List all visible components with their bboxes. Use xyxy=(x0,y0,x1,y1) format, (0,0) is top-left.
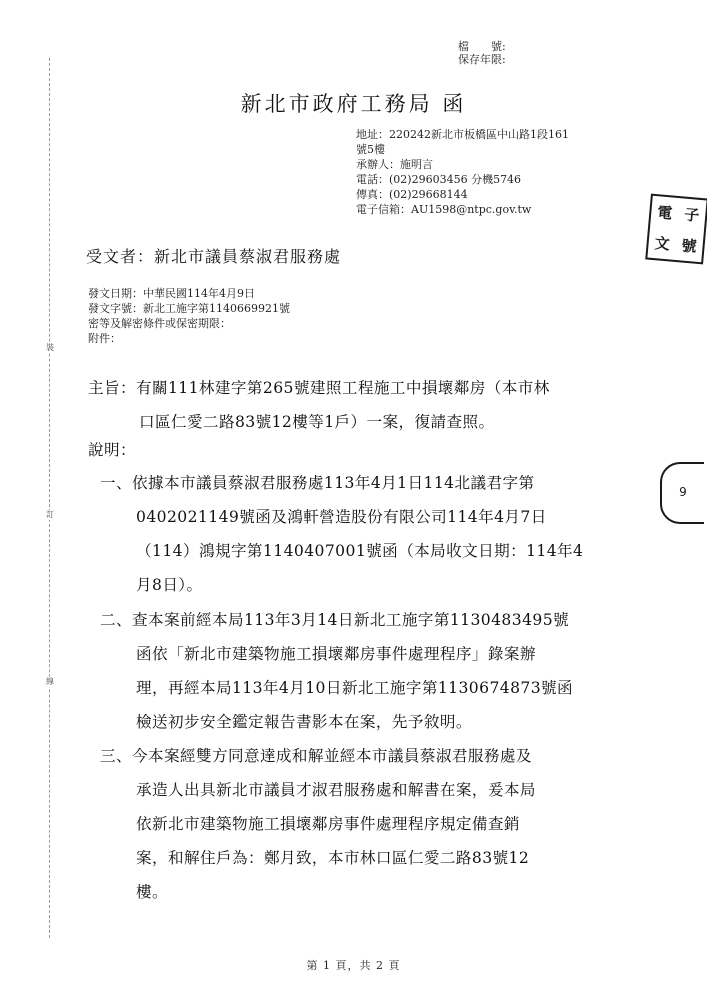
item-line: 依新北市建築物施工損壞鄰房事件處理程序規定備查銷 xyxy=(136,815,520,833)
contact-block xyxy=(356,127,626,217)
binding-mark-bottom: 線 xyxy=(46,677,54,686)
explanation-label: 說明： xyxy=(88,441,136,459)
item-line: 二、查本案前經本局113年3月14日新北工施字第1130483495號 xyxy=(100,611,570,629)
archive-info xyxy=(458,40,506,66)
subject-line: 主旨：有關111林建字第265號建照工程施工中損壞鄰房（本市林 xyxy=(88,379,550,397)
stamp-char: 子 xyxy=(683,205,701,225)
dispatch-meta xyxy=(88,286,290,346)
confidentiality: 密等及解密條件或保密期限： xyxy=(88,317,231,330)
email-line: 電子信箱：AU1598@ntpc.gov.tw xyxy=(356,203,532,216)
item-line: 檢送初步安全鑑定報告書影本在案，先予敘明。 xyxy=(136,713,472,731)
item-line: 樓。 xyxy=(136,883,168,901)
handler-line: 承辦人：施明言 xyxy=(356,158,433,171)
stamp-char: 電 xyxy=(656,203,674,223)
dispatch-number: 發文字號：新北工施字第1140669921號 xyxy=(88,302,290,315)
explanation-item-1 xyxy=(100,466,660,602)
subject xyxy=(88,371,648,439)
binding-mark-top: 裝 xyxy=(46,343,54,352)
document-title: 新北市政府工務局 函 xyxy=(240,92,467,116)
binding-line xyxy=(49,58,50,938)
phone-line: 電話：(02)29603456 分機5746 xyxy=(356,173,522,186)
item-line: 一、依據本市議員蔡淑君服務處113年4月1日114北議君字第 xyxy=(100,474,535,492)
dispatch-date: 發文日期：中華民國114年4月9日 xyxy=(88,287,255,300)
explanation-item-3 xyxy=(100,739,660,909)
item-line: 案，和解住戶為：鄭月致，本市林口區仁愛二路83號12 xyxy=(136,849,530,867)
retention-label: 保存年限: xyxy=(458,53,506,66)
electronic-exchange-stamp xyxy=(645,194,707,265)
file-number-label: 檔 號: xyxy=(458,40,506,53)
item-line: 理，再經本局113年4月10日新北工施字第1130674873號函 xyxy=(136,679,574,697)
stamp-char: 文 xyxy=(653,234,671,254)
seal-stamp: 9 xyxy=(660,462,704,524)
item-line: 三、今本案經雙方同意達成和解並經本市議員蔡淑君服務處及 xyxy=(100,747,532,765)
explanation-item-2 xyxy=(100,603,660,739)
item-line: 月8日）。 xyxy=(136,576,203,594)
item-line: 承造人出具新北市議員才淑君服務處和解書在案，爰本局 xyxy=(136,781,536,799)
attachments: 附件： xyxy=(88,332,121,345)
page-footer: 第 1 頁，共 2 頁 xyxy=(306,959,401,972)
subject-line: 口區仁愛二路83號12樓等1戶）一案，復請查照。 xyxy=(139,413,495,431)
stamp-char: 號 xyxy=(680,236,698,256)
address-line-cont: 號5樓 xyxy=(356,143,385,156)
item-line: 0402021149號函及鴻軒營造股份有限公司114年4月7日 xyxy=(136,508,547,526)
item-line: （114）鴻規字第1140407001號函（本局收文日期：114年4 xyxy=(136,542,584,560)
recipient: 受文者：新北市議員蔡淑君服務處 xyxy=(86,247,342,266)
binding-mark-middle: 訂 xyxy=(46,510,54,519)
fax-line: 傳真：(02)29668144 xyxy=(356,188,468,201)
item-line: 函依「新北市建築物施工損壞鄰房事件處理程序」錄案辦 xyxy=(136,645,536,663)
address-line: 地址：220242新北市板橋區中山路1段161 xyxy=(356,128,569,141)
